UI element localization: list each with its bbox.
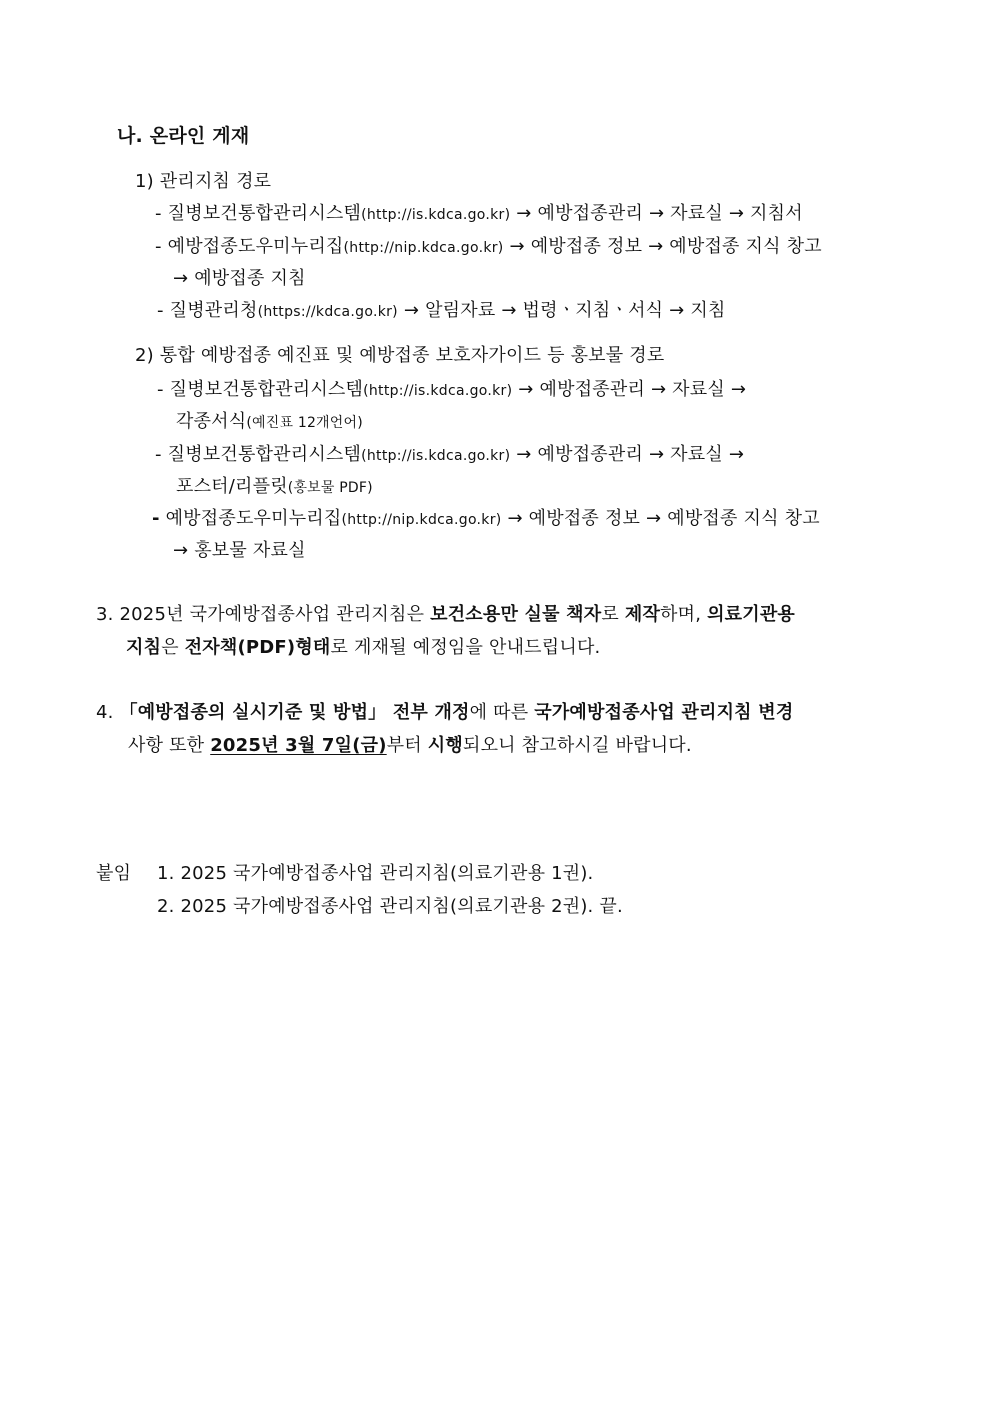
list-item-continuation: 포스터/리플릿(홍보물 PDF)	[176, 476, 373, 497]
url-text: (http://is.kdca.go.kr)	[361, 207, 511, 223]
list-item: - 질병관리청(https://kdca.go.kr) → 알림자료 → 법령ㆍ지침ㆍ서식 → 지침	[157, 300, 726, 321]
url-text: (https://kdca.go.kr)	[257, 304, 398, 320]
effective-date: 2025년 3월 7일(금)	[210, 735, 387, 756]
paragraph-4-line-1: 4. 「예방접종의 실시기준 및 방법」 전부 개정에 따른 국가예방접종사업 관리지침 변경	[96, 702, 794, 723]
list-item: - 질병보건통합관리시스템(http://is.kdca.go.kr) → 예방접종관리 → 자료실 → 지침서	[155, 203, 803, 224]
attachments-label: 붙임	[96, 863, 132, 884]
list-item: - 예방접종도우미누리집(http://nip.kdca.go.kr) → 예방접종 정보 → 예방접종 지식 창고	[152, 508, 820, 529]
list-item-continuation: 각종서식(예진표 12개언어)	[176, 411, 363, 432]
subsection-title-2: 2) 통합 예방접종 예진표 및 예방접종 보호자가이드 등 홍보물 경로	[135, 345, 665, 366]
list-item: - 질병보건통합관리시스템(http://is.kdca.go.kr) → 예방접종관리 → 자료실 →	[155, 444, 745, 465]
url-text: (http://nip.kdca.go.kr)	[343, 240, 504, 256]
url-text: (http://is.kdca.go.kr)	[361, 448, 511, 464]
attachment-item-1: 1. 2025 국가예방접종사업 관리지침(의료기관용 1권).	[157, 863, 594, 884]
paragraph-3-line-2: 지침은 전자책(PDF)형태로 게재될 예정임을 안내드립니다.	[126, 637, 601, 658]
list-item-continuation: → 홍보물 자료실	[173, 540, 306, 561]
paragraph-3-line-1: 3. 2025년 국가예방접종사업 관리지침은 보건소용만 실물 책자로 제작하며, 의료기관용	[96, 604, 796, 625]
list-item: - 예방접종도우미누리집(http://nip.kdca.go.kr) → 예방접종 정보 → 예방접종 지식 창고	[155, 236, 822, 257]
section-title: 나. 온라인 게재	[117, 125, 250, 147]
attachment-item-2: 2. 2025 국가예방접종사업 관리지침(의료기관용 2권). 끝.	[157, 896, 623, 917]
subsection-title-1: 1) 관리지침 경로	[135, 171, 272, 192]
list-item: - 질병보건통합관리시스템(http://is.kdca.go.kr) → 예방접종관리 → 자료실 →	[157, 379, 747, 400]
url-text: (http://nip.kdca.go.kr)	[341, 512, 502, 528]
paragraph-4-line-2: 사항 또한 2025년 3월 7일(금)부터 시행되오니 참고하시길 바랍니다.	[128, 735, 692, 756]
url-text: (http://is.kdca.go.kr)	[363, 383, 513, 399]
list-item-continuation: → 예방접종 지침	[173, 268, 306, 289]
